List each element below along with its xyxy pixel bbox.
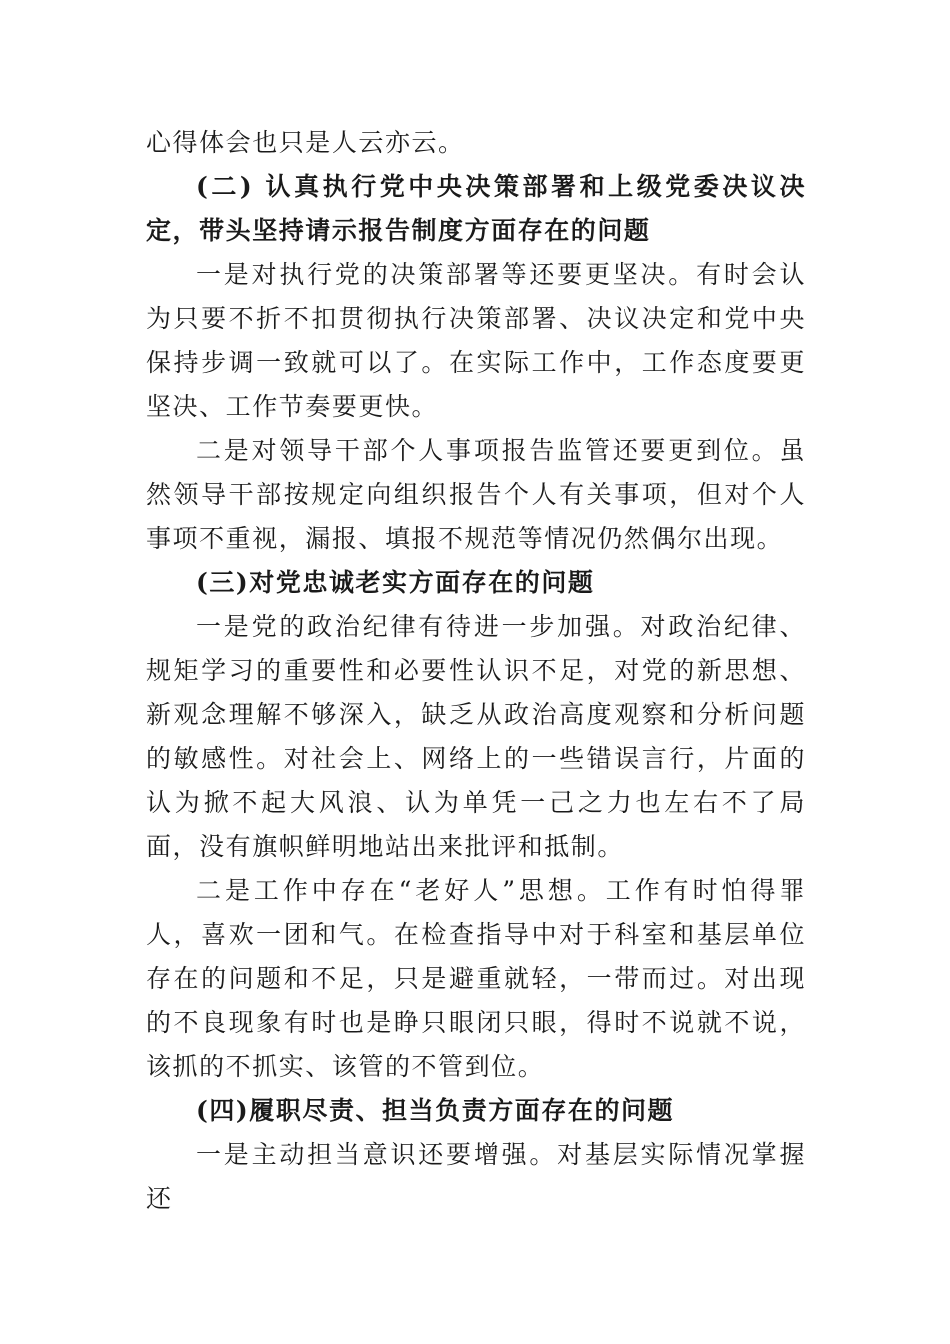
paragraph-continuation: 心得体会也只是人云亦云。 [146, 128, 465, 157]
document-body [146, 121, 806, 1221]
paragraph-2-2: 二是对领导干部个人事项报告监管还要更到位。虽然领导干部按规定向组织报告个人有关事项，但对个人事项不重视，漏报、填报不规范等情况仍然偶尔出现。 [146, 436, 806, 553]
section-heading-2: (二) 认真执行党中央决策部署和上级党委决议决定，带头坚持请示报告制度方面存在的问题 [146, 172, 806, 245]
paragraph-3-1: 一是党的政治纪律有待进一步加强。对政治纪律、规矩学习的重要性和必要性认识不足，对党的新思想、新观念理解不够深入，缺乏从政治高度观察和分析问题的敏感性。对社会上、网络上的一些错误言行，片面的认为掀不起大风浪、认为单凭一己之力也左右不了局面，没有旗帜鲜明地站出来批评和抵制。 [146, 612, 806, 861]
section-heading-3: (三)对党忠诚老实方面存在的问题 [196, 568, 595, 597]
paragraph-2-1: 一是对执行党的决策部署等还要更坚决。有时会认为只要不折不扣贯彻执行决策部署、决议决定和党中央保持步调一致就可以了。在实际工作中，工作态度要更坚决、工作节奏要更快。 [146, 260, 806, 421]
paragraph-3-2: 二是工作中存在“老好人”思想。工作有时怕得罪人，喜欢一团和气。在检查指导中对于科室和基层单位存在的问题和不足，只是避重就轻，一带而过。对出现的不良现象有时也是睁只眼闭只眼，得时不说就不说，该抓的不抓实、该管的不管到位。 [146, 876, 806, 1081]
paragraph-4-1: 一是主动担当意识还要增强。对基层实际情况掌握还 [146, 1140, 806, 1213]
section-heading-4: (四)履职尽责、担当负责方面存在的问题 [196, 1096, 675, 1125]
